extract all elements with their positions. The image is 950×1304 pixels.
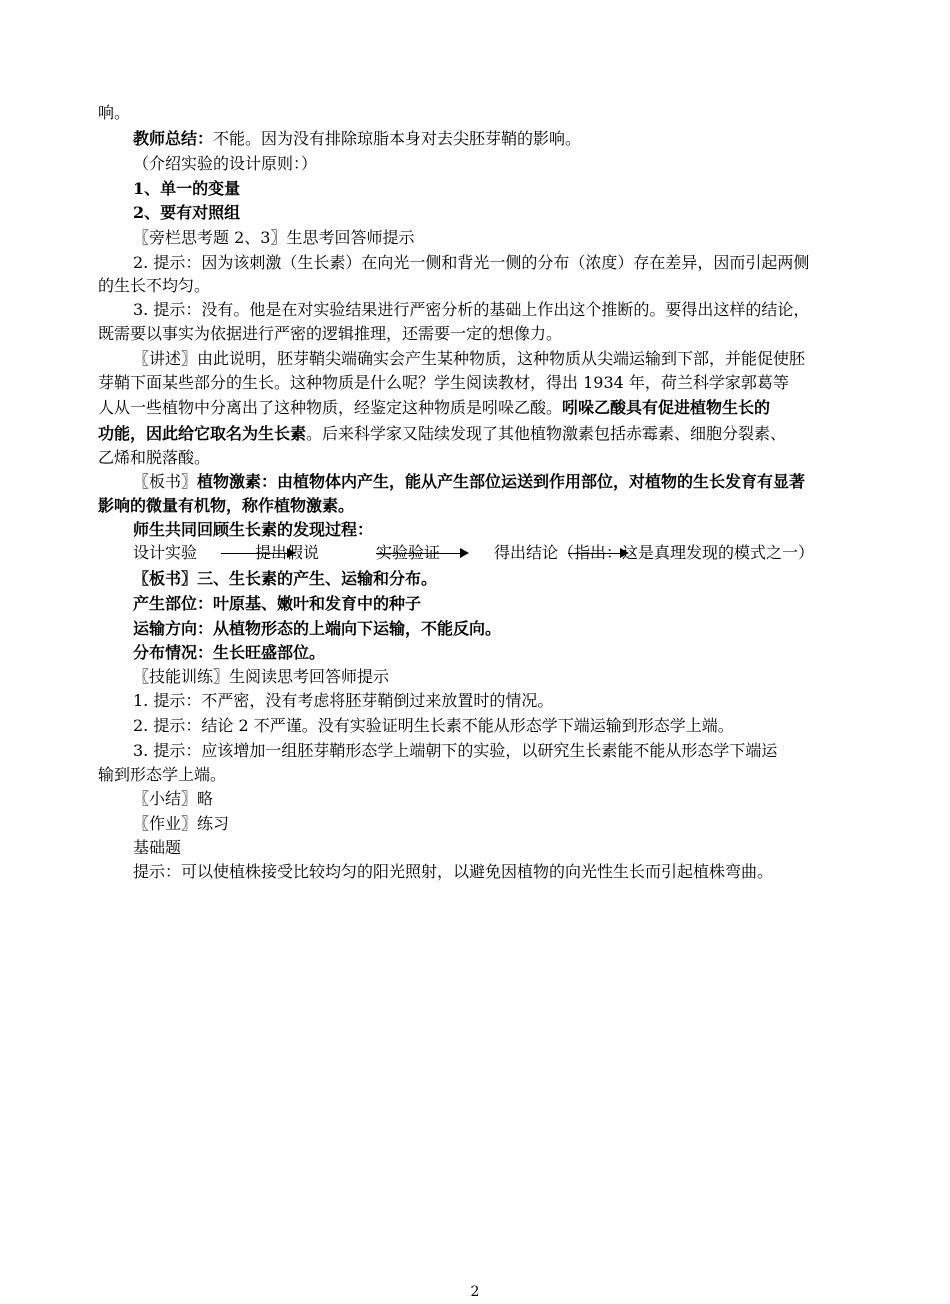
principle-item: 1、单一的变量 bbox=[133, 179, 241, 198]
text-line: 师生共同回顾生长素的发现过程： bbox=[133, 520, 374, 539]
text-line bbox=[98, 424, 786, 444]
arrow-right-icon bbox=[460, 548, 469, 558]
text-line: 芽鞘下面某些部分的生长。这种物质是什么呢？学生阅读教材，得出 1934 年，荷兰科学家郭葛等 bbox=[98, 373, 789, 392]
text-line: 提示：可以使植株接受比较均匀的阳光照射，以避免因植物的向光性生长而引起植株弯曲。 bbox=[133, 862, 774, 881]
section-heading: 〖技能训练〗生阅读思考回答师提示 bbox=[133, 667, 390, 686]
discovery-process-flow bbox=[133, 543, 873, 565]
text-line: 既需要以事实为依据进行严密的逻辑推理，还需要一定的想像力。 bbox=[98, 324, 563, 343]
text-line: 输到形态学上端。 bbox=[98, 765, 227, 784]
arrow-right-icon bbox=[620, 548, 629, 558]
text-line: 3. 提示：应该增加一组胚芽鞘形态学上端朝下的实验，以研究生长素能不能从形态学下端运 bbox=[133, 741, 778, 760]
text-span: 人从一些植物中分离出了这种物质，经鉴定这种物质是吲哚乙酸。 bbox=[98, 398, 563, 417]
text-line: 乙烯和脱落酸。 bbox=[98, 448, 211, 467]
text-line: （介绍实验的设计原则：） bbox=[133, 154, 318, 173]
bold-span: 吲哚乙酸具有促进植物生长的 bbox=[562, 398, 771, 417]
flow-step-verify: 实验验证 bbox=[376, 543, 441, 562]
text-line: 分布情况：生长旺盛部位。 bbox=[133, 643, 326, 662]
text-line: 基础题 bbox=[133, 838, 182, 857]
teacher-summary-label: 教师总结： bbox=[133, 129, 214, 148]
section-heading: 〖板书〗三、生长素的产生、运输和分布。 bbox=[133, 569, 438, 588]
text-line: 运输方向：从植物形态的上端向下运输，不能反向。 bbox=[133, 619, 502, 638]
text-line: 〖讲述〗由此说明，胚芽鞘尖端确实会产生某种物质，这种物质从尖端运输到下部，并能促使胚 bbox=[133, 349, 806, 368]
text-line: 1. 提示：不严密，没有考虑将胚芽鞘倒过来放置时的情况。 bbox=[133, 691, 554, 710]
text-span: 。后来科学家又陆续发现了其他植物激素包括赤霉素、细胞分裂素、 bbox=[306, 424, 787, 443]
bold-span: 功能，因此给它取名为生长素 bbox=[98, 424, 307, 443]
text-line bbox=[98, 398, 770, 418]
text-line bbox=[133, 129, 581, 149]
flow-note: （指出：这是真理发现的模式之一） bbox=[558, 543, 815, 562]
page-number: 2 bbox=[470, 1284, 480, 1300]
section-heading: 〖作业〗练习 bbox=[133, 814, 230, 833]
arrow-line bbox=[376, 553, 460, 554]
text-line: 产生部位：叶原基、嫩叶和发育中的种子 bbox=[133, 594, 422, 613]
principle-item: 2、要有对照组 bbox=[133, 203, 241, 222]
flow-step-conclusion: 得出结论 bbox=[494, 543, 559, 562]
text-span: 〖板书〗 bbox=[133, 472, 198, 491]
text-line: 2. 提示：结论 2 不严谨。没有实验证明生长素不能从形态学下端运输到形态学上端。 bbox=[133, 716, 734, 735]
text-line bbox=[133, 472, 805, 492]
text-line: 影响的微量有机物，称作植物激素。 bbox=[98, 496, 355, 515]
section-heading: 〖旁栏思考题 2、3〗生思考回答师提示 bbox=[133, 228, 415, 247]
text-line: 响。 bbox=[98, 103, 131, 122]
text-line: 3. 提示：没有。他是在对实验结果进行严密分析的基础上作出这个推断的。要得出这样的结论， bbox=[133, 300, 810, 319]
section-heading: 〖小结〗略 bbox=[133, 789, 214, 808]
text-line: 的生长不均匀。 bbox=[98, 276, 211, 295]
arrow-line bbox=[568, 553, 620, 554]
teacher-summary-text: 不能。因为没有排除琼脂本身对去尖胚芽鞘的影响。 bbox=[213, 129, 582, 148]
plant-hormone-definition: 植物激素：由植物体内产生，能从产生部位运送到作用部位，对植物的生长发育有显著 bbox=[197, 472, 806, 491]
text-line: 2. 提示：因为该刺激（生长素）在向光一侧和背光一侧的分布（浓度）存在差异，因而引起两侧 bbox=[133, 253, 810, 272]
flow-step-hypothesis: 提出假说 bbox=[255, 543, 320, 562]
flow-step-design: 设计实验 bbox=[133, 543, 198, 562]
